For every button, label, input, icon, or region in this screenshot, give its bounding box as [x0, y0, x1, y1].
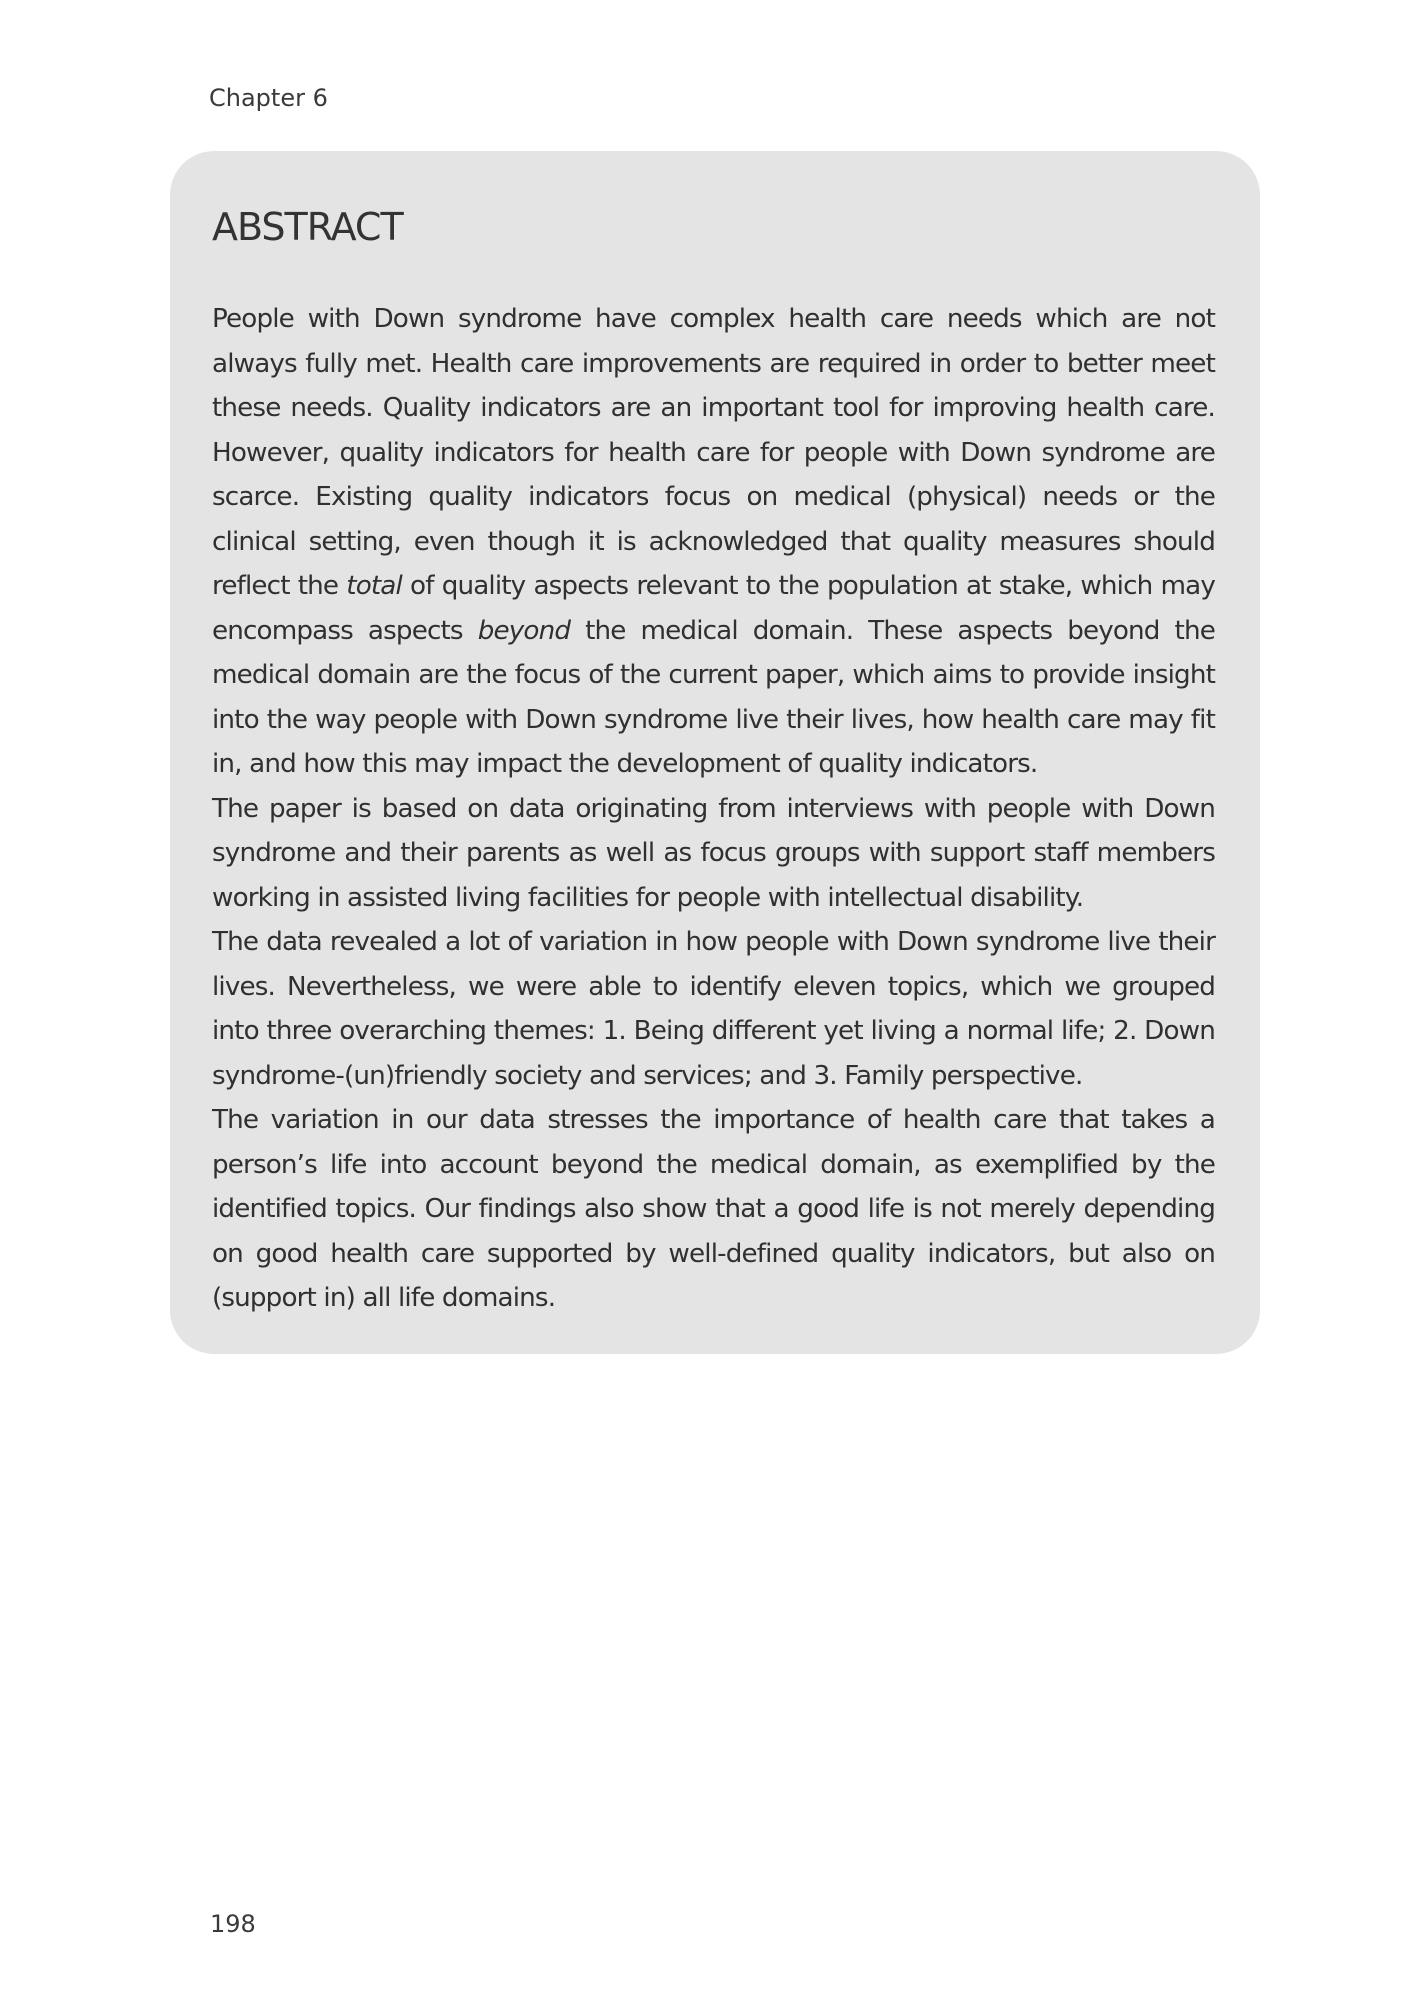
running-head: Chapter 6	[209, 84, 328, 112]
abstract-body	[212, 297, 1215, 1321]
abstract-paragraph-1-part-a: People with Down syndrome have complex health care needs which are not always fully met. Health care improvements are required in order to better meet these needs. Quality indicators are an important tool for improving health care. However, quality indicators for health care for people with Down syndrome are scarce. Existing quality indicators focus on medical (physical) needs or the clinical setting, even though it is acknowledged that quality measures should reflect the	[212, 304, 1215, 601]
abstract-paragraph-1-part-c: the medical domain. These aspects beyond the medical domain are the focus of the current paper, which aims to provide insight into the way people with Down syndrome live their lives, how health care may fit in, and how this may impact the development of quality indicators.	[212, 615, 1215, 779]
abstract-box	[170, 151, 1260, 1354]
abstract-paragraph-1	[212, 297, 1215, 787]
abstract-heading: ABSTRACT	[212, 205, 403, 249]
abstract-paragraph-2: The paper is based on data originating from interviews with people with Down syndrome and their parents as well as focus groups with support staff members working in assisted living facilities for people with intellectual disability.	[212, 793, 1215, 913]
page-number: 198	[210, 1910, 256, 1938]
abstract-paragraph-4: The variation in our data stresses the importance of health care that takes a person’s life into account beyond the medical domain, as exemplified by the identified topics. Our findings also show that a good life is not merely depending on good health care supported by well-defined quality indicators, but also on (support in) all life domains.	[212, 1105, 1215, 1313]
emphasis-total: total	[346, 571, 402, 601]
abstract-paragraph-3: The data revealed a lot of variation in how people with Down syndrome live their lives. Nevertheless, we were able to identify eleven topics, which we grouped into three overarching themes: 1. Being different yet living a normal life; 2. Down syndrome-(un)friendly society and services; and 3. Family perspective.	[212, 927, 1215, 1091]
emphasis-beyond: beyond	[477, 615, 571, 646]
abstract-paragraph-1-part-b: of quality aspects relevant to the population at stake, which may encompass aspects	[212, 571, 1215, 646]
